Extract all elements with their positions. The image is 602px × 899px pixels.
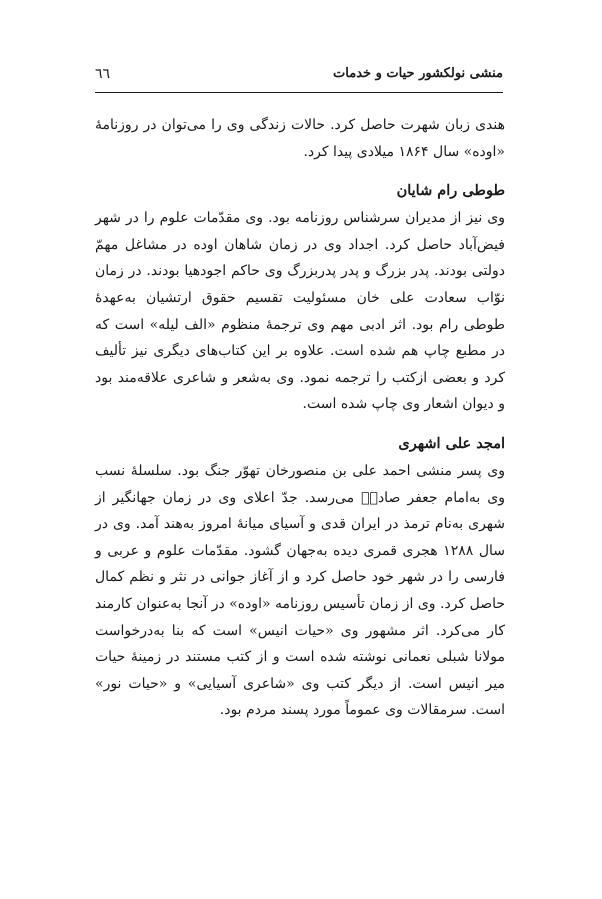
body-text	[95, 112, 505, 724]
page-header	[95, 64, 503, 86]
page-number: ٦٦	[95, 66, 111, 82]
header-rule	[95, 92, 503, 93]
section-paragraph-amjad-ali-ashhari: وی پسر منشی احمد علی بن منصورخان تهوّر جنگ بود. سلسلهٔ نسب وی به‌امام جعفر صادقؑ می‌رسد. جدّ اعلای وی در زمان جهانگیر از شهری به‌نام ترمذ در ایران قدی و آسیای میانهٔ امروز به‌هند آمد. وی در سال ۱۲۸۸ هجری قمری دیده به‌جهان گشود. مقدّمات علوم و عربی و فارسی را در شهر خود حاصل کرد و از آغاز جوانی در نثر و نظم کمال حاصل کرد. وی از زمان تأسیس روزنامه «اوده» در آنجا به‌عنوان کارمند کار می‌کرد. اثر مشهور وی «حیات انیس» است که بنا به‌درخواست مولانا شبلی نعمانی نوشته شده است و از کتب مستند در زمینهٔ حیات میر انیس است. از دیگر کتب وی «شاعری آسیایی» و «حیات نور» است. سرمقالات وی عموماً مورد پسند مردم بود.	[95, 462, 506, 719]
intro-paragraph: هندی زبان شهرت حاصل کرد. حالات زندگی وی را می‌توان در روزنامهٔ «اوده» سال ۱۸۶۴ میلادی پیدا کرد.	[95, 117, 505, 160]
section-paragraph-tuti-ram-shayan: وی نیز از مدیران سرشناس روزنامه بود. وی مقدّمات علوم را در شهر فیض‌آباد حاصل کرد. اجداد وی در زمان شاهان اوده در مشاغل مهمّ دولتی بودند. پدر بزرگ و پدر پدربزرگ وی حاکم اجودهیا بودند. در زمان نوّاب سعادت علی خان مسئولیت تقسیم حقوق ارتشیان به‌عهدهٔ طوطی رام بود. اثر ادبی مهم وی ترجمهٔ منظوم «الف لیله» است که در مطبع چاپ هم شده است. علاوه بر این کتاب‌های دیگری نیز تألیف کرد و بعضی ازکتب را ترجمه نمود. وی به‌شعر و شاعری علاقه‌مند بود و دیوان اشعار وی چاپ شده است.	[95, 210, 505, 413]
section-heading-amjad-ali-ashhari: امجد علی اشهری	[398, 434, 505, 452]
running-title: منشی نولکشور حیات و خدمات	[333, 66, 503, 81]
section-heading-tuti-ram-shayan: طوطی رام شایان	[396, 182, 505, 200]
